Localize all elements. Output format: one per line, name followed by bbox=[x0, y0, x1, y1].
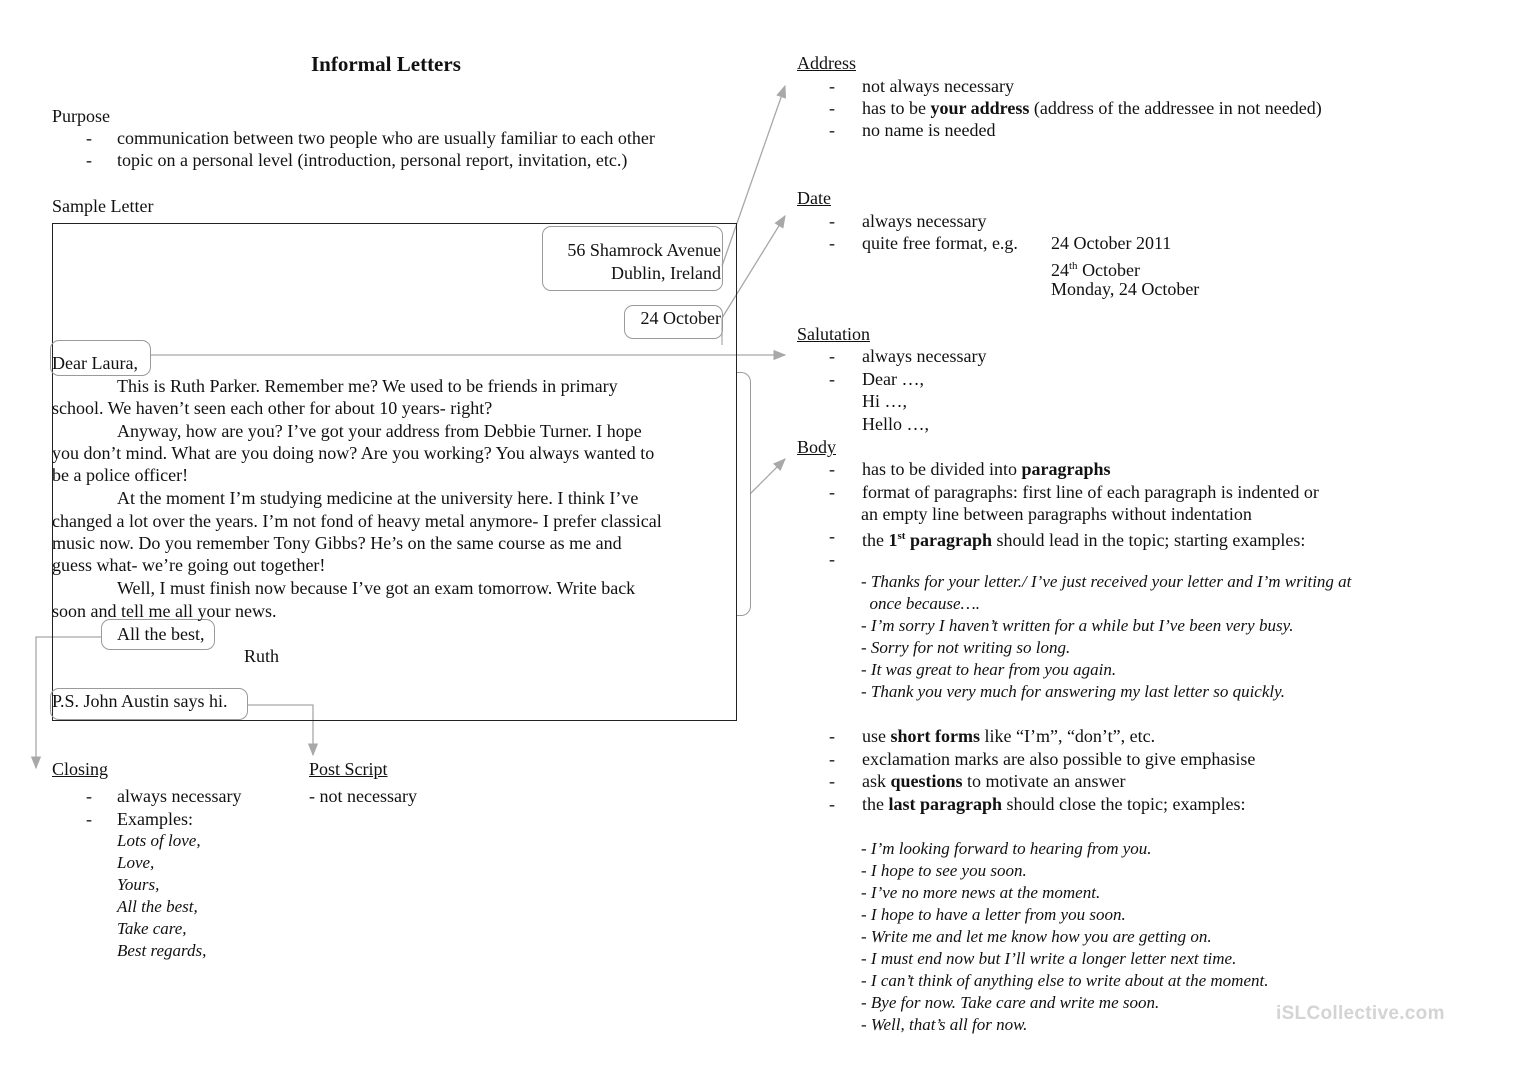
letter-body-line: Well, I must finish now because I’ve got an exam tomorrow. Write back bbox=[117, 578, 636, 598]
start-example: - It was great to hear from you again. bbox=[861, 660, 1117, 679]
bullet-dash: - bbox=[829, 120, 835, 140]
letter-body-line: school. We haven’t seen each other for about 10 years- right? bbox=[52, 398, 493, 418]
letter-body-line: music now. Do you remember Tony Gibbs? He’s on the same course as me and bbox=[52, 533, 622, 553]
address-item: has to be your address (address of the addressee in not needed) bbox=[862, 98, 1322, 118]
body-item: exclamation marks are also possible to give emphasise bbox=[862, 749, 1256, 769]
body-item: ask questions to motivate an answer bbox=[862, 771, 1126, 791]
address-item: no name is needed bbox=[862, 120, 996, 140]
body-item: the 1st paragraph should lead in the topic; starting examples: bbox=[862, 530, 1306, 550]
date-example: Monday, 24 October bbox=[1051, 279, 1200, 299]
postscript-item: - not necessary bbox=[309, 786, 417, 806]
closing-example: Best regards, bbox=[117, 941, 207, 960]
body-item: the last paragraph should close the topic; examples: bbox=[862, 794, 1246, 814]
letter-body-line: At the moment I’m studying medicine at the university here. I think I’ve bbox=[117, 488, 639, 508]
letter-body-line: soon and tell me all your news. bbox=[52, 601, 277, 621]
salutation-heading: Salutation bbox=[797, 324, 870, 344]
date-item: always necessary bbox=[862, 211, 987, 231]
bullet-dash: - bbox=[829, 549, 835, 569]
end-example: - I’ve no more news at the moment. bbox=[861, 883, 1101, 902]
letter-body-line: guess what- we’re going out together! bbox=[52, 555, 326, 575]
body-arrow bbox=[750, 459, 785, 494]
closing-example: Take care, bbox=[117, 919, 187, 938]
date-example: 24 October 2011 bbox=[1051, 233, 1172, 253]
closing-example: Love, bbox=[117, 853, 155, 872]
salutation-item: Dear …, bbox=[862, 369, 924, 389]
closing-example: Lots of love, bbox=[117, 831, 201, 850]
letter-address-line1: 56 Shamrock Avenue bbox=[567, 240, 721, 260]
letter-closing: All the best, bbox=[117, 624, 205, 644]
letter-body-line: you don’t mind. What are you doing now? Are you working? You always wanted to bbox=[52, 443, 655, 463]
postscript-heading: Post Script bbox=[309, 759, 388, 779]
start-example: - Thanks for your letter./ I’ve just received your letter and I’m writing at bbox=[861, 572, 1352, 591]
start-example: - Thank you very much for answering my last letter so quickly. bbox=[861, 682, 1285, 701]
body-bracket bbox=[737, 372, 751, 616]
address-heading: Address bbox=[797, 53, 856, 73]
end-example: - I hope to have a letter from you soon. bbox=[861, 905, 1126, 924]
start-example: once because…. bbox=[861, 594, 980, 613]
bullet-dash: - bbox=[829, 749, 835, 769]
salutation-item: Hello …, bbox=[862, 414, 929, 434]
body-item: use short forms like “I’m”, “don’t”, etc. bbox=[862, 726, 1156, 746]
bullet-dash: - bbox=[829, 794, 835, 814]
salutation-item: Hi …, bbox=[862, 391, 907, 411]
closing-item: Examples: bbox=[117, 809, 193, 829]
bullet-dash: - bbox=[829, 459, 835, 479]
letter-address-line2: Dublin, Ireland bbox=[611, 263, 721, 283]
date-item: quite free format, e.g. bbox=[862, 233, 1018, 253]
bullet-dash: - bbox=[829, 771, 835, 791]
bullet-dash: - bbox=[829, 76, 835, 96]
end-example: - Well, that’s all for now. bbox=[861, 1015, 1028, 1034]
date-example: 24th October bbox=[1051, 260, 1141, 280]
closing-example: Yours, bbox=[117, 875, 160, 894]
end-example: - I can’t think of anything else to write about at the moment. bbox=[861, 971, 1269, 990]
bullet-dash: - bbox=[829, 211, 835, 231]
page-title: Informal Letters bbox=[311, 52, 461, 76]
body-item: has to be divided into paragraphs bbox=[862, 459, 1111, 479]
closing-heading: Closing bbox=[52, 759, 109, 779]
letter-body-line: Anyway, how are you? I’ve got your address from Debbie Turner. I hope bbox=[117, 421, 642, 441]
letter-body-line: be a police officer! bbox=[52, 465, 189, 485]
bullet-dash: - bbox=[829, 346, 835, 366]
start-example: - Sorry for not writing so long. bbox=[861, 638, 1071, 657]
address-item: not always necessary bbox=[862, 76, 1014, 96]
bullet-dash: - bbox=[86, 786, 92, 806]
body-item: an empty line between paragraphs without indentation bbox=[861, 504, 1252, 524]
purpose-heading: Purpose bbox=[52, 106, 110, 126]
bullet-dash: - bbox=[829, 482, 835, 502]
letter-date: 24 October bbox=[640, 308, 721, 328]
bullet-dash: - bbox=[829, 726, 835, 746]
date-heading: Date bbox=[797, 188, 831, 208]
bullet-dash: - bbox=[86, 809, 92, 829]
closing-example: All the best, bbox=[117, 897, 198, 916]
watermark-logo: iSLCollective.com bbox=[1276, 1003, 1445, 1024]
bullet-dash: - bbox=[829, 233, 835, 253]
salutation-item: always necessary bbox=[862, 346, 987, 366]
closing-item: always necessary bbox=[117, 786, 242, 806]
body-item: format of paragraphs: first line of each paragraph is indented or bbox=[862, 482, 1319, 502]
letter-salutation: Dear Laura, bbox=[52, 353, 138, 373]
purpose-item: topic on a personal level (introduction, personal report, invitation, etc.) bbox=[117, 150, 628, 170]
end-example: - I’m looking forward to hearing from you. bbox=[861, 839, 1152, 858]
letter-body-line: This is Ruth Parker. Remember me? We used to be friends in primary bbox=[117, 376, 618, 396]
end-example: - Bye for now. Take care and write me soon. bbox=[861, 993, 1160, 1012]
bullet-dash: - bbox=[829, 98, 835, 118]
bullet-dash: - bbox=[86, 128, 92, 148]
end-example: - I hope to see you soon. bbox=[861, 861, 1027, 880]
bullet-dash: - bbox=[86, 150, 92, 170]
bullet-dash: - bbox=[829, 526, 835, 546]
purpose-item: communication between two people who are usually familiar to each other bbox=[117, 128, 655, 148]
sample-heading: Sample Letter bbox=[52, 196, 154, 216]
body-heading: Body bbox=[797, 437, 837, 457]
start-example: - I’m sorry I haven’t written for a while but I’ve been very busy. bbox=[861, 616, 1294, 635]
letter-signature: Ruth bbox=[244, 646, 280, 666]
letter-ps: P.S. John Austin says hi. bbox=[52, 691, 228, 711]
bullet-dash: - bbox=[829, 369, 835, 389]
letter-body-line: changed a lot over the years. I’m not fond of heavy metal anymore- I prefer classical bbox=[52, 511, 662, 531]
end-example: - I must end now but I’ll write a longer letter next time. bbox=[861, 949, 1237, 968]
end-example: - Write me and let me know how you are getting on. bbox=[861, 927, 1212, 946]
